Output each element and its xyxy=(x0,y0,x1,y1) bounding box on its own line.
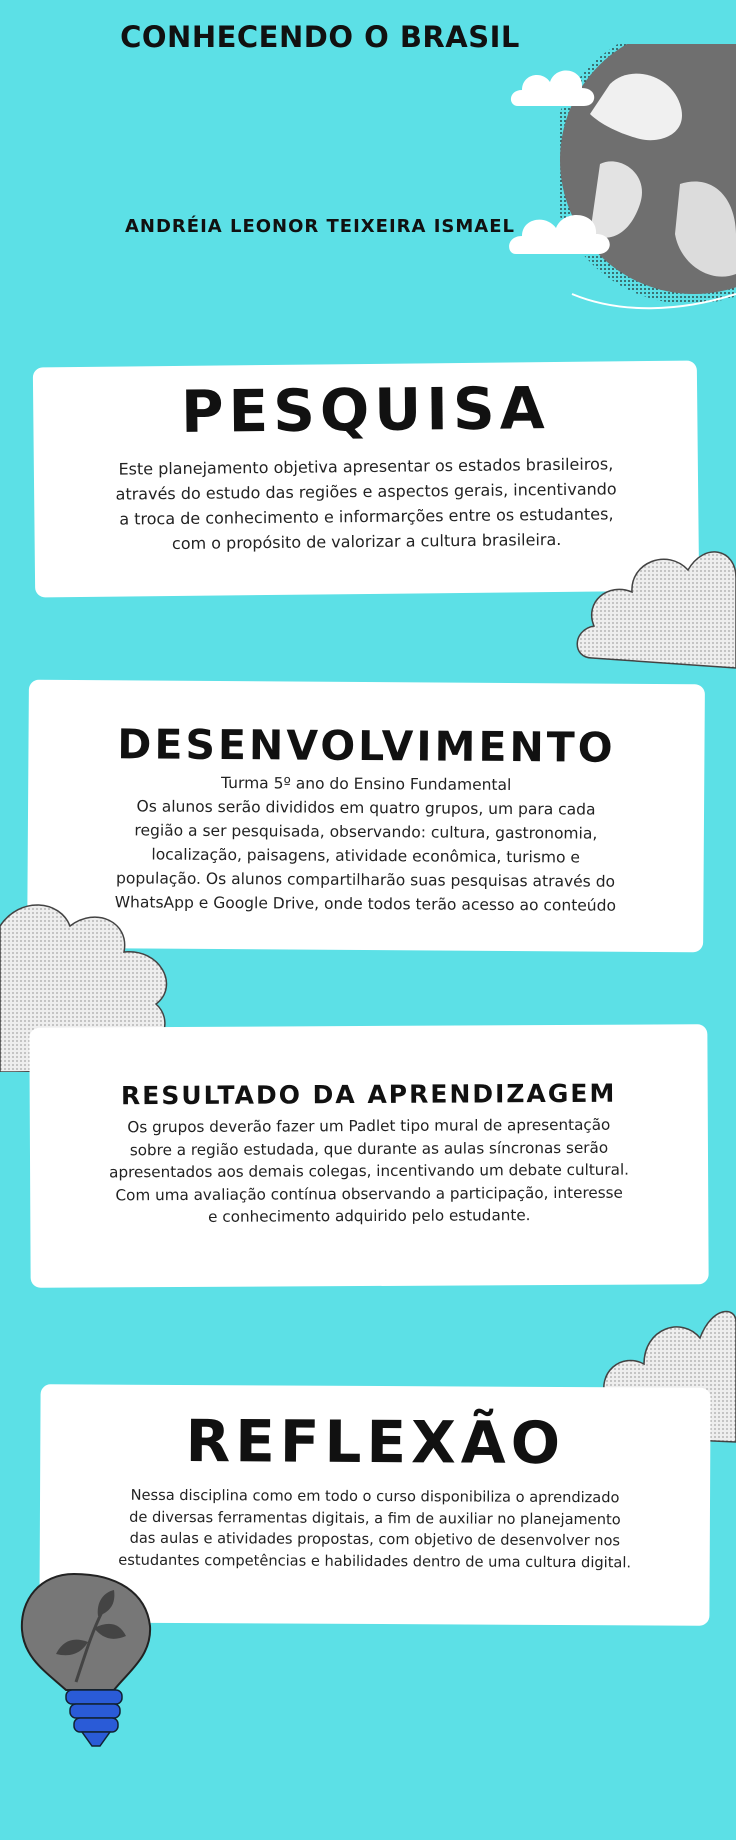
body-line: apresentados aos demais colegas, incentivando um debate cultural. xyxy=(109,1160,630,1182)
section-heading: DESENVOLVIMENTO xyxy=(117,720,616,772)
cloud-icon xyxy=(508,60,598,116)
body-line: sobre a região estudada, que durante as aulas síncronas serão xyxy=(129,1138,609,1159)
body-line: WhatsApp e Google Drive, onde todos terão acesso ao conteúdo xyxy=(114,893,617,915)
body-line: Nessa disciplina como em todo o curso disponibiliza o aprendizado xyxy=(130,1486,620,1507)
section-body xyxy=(30,1113,709,1229)
body-line: localização, paisagens, atividade econômica, turismo e xyxy=(151,845,581,867)
lightbulb-icon xyxy=(16,1572,156,1752)
body-line: através do estudo das regiões e aspectos gerais, incentivando xyxy=(115,479,617,504)
body-line: estudantes competências e habilidades dentro de uma cultura digital. xyxy=(118,1551,632,1571)
body-line: população. Os alunos compartilharão suas pesquisas através do xyxy=(115,869,616,891)
body-line: de diversas ferramentas digitais, a fim de auxiliar no planejamento xyxy=(129,1508,621,1528)
page-title: CONHECENDO O BRASIL xyxy=(120,20,520,54)
body-line: e conhecimento adquirido pelo estudante. xyxy=(208,1206,531,1226)
section-heading: PESQUISA xyxy=(180,374,550,446)
body-line: a troca de conhecimento e informarções entre os estudantes, xyxy=(119,504,614,529)
body-line: Os grupos deverão fazer um Padlet tipo mural de apresentação xyxy=(127,1115,611,1137)
body-line: Este planejamento objetiva apresentar os estados brasileiros, xyxy=(118,454,614,479)
cloud-icon xyxy=(572,518,736,678)
body-line: das aulas e atividades propostas, com objetivo de desenvolver nos xyxy=(129,1529,621,1550)
section-heading: RESULTADO DA APRENDIZAGEM xyxy=(120,1078,617,1111)
body-line: Os alunos serão divididos em quatro grupos, um para cada xyxy=(136,797,596,819)
section-body xyxy=(40,1484,710,1574)
body-line: com o propósito de valorizar a cultura brasileira. xyxy=(171,529,562,554)
section-resultado-card xyxy=(29,1024,708,1288)
body-line: Turma 5º ano do Ensino Fundamental xyxy=(221,773,512,795)
body-line: Com uma avaliação contínua observando a participação, interesse xyxy=(115,1183,623,1204)
body-line: região a ser pesquisada, observando: cultura, gastronomia, xyxy=(134,821,598,843)
author-name: ANDRÉIA LEONOR TEIXEIRA ISMAEL xyxy=(124,216,516,237)
section-heading: REFLEXÃO xyxy=(185,1407,566,1477)
